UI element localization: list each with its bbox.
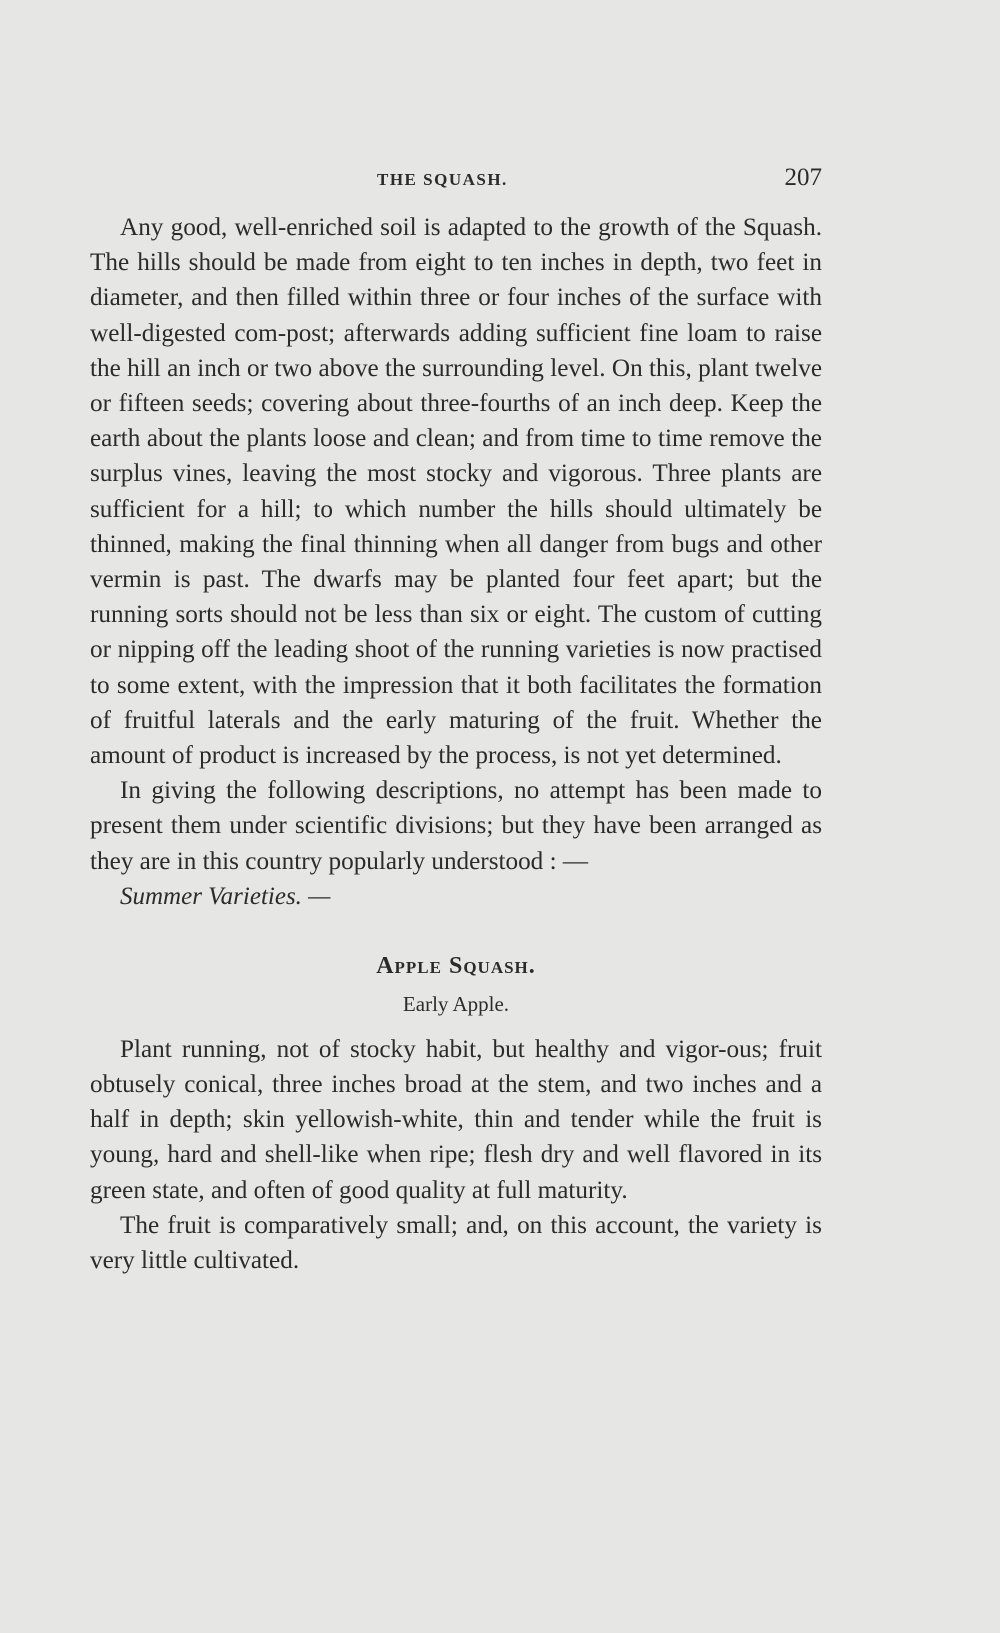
page-number: 207 xyxy=(784,164,822,191)
section-label-summer-varieties: Summer Varieties. — xyxy=(120,882,331,910)
running-head xyxy=(90,150,822,210)
paragraph-apple-squash-description: Plant running, not of stocky habit, but healthy and vigor-ous; fruit obtusely conical, three inches broad at the stem, and two inches and a half in depth; skin yellowish-white, thin and tender while the fruit is young, hard and shell-like when ripe; flesh dry and well flavored in its green state, and often of good quality at full maturity. xyxy=(90,1035,822,1204)
paragraph-apple-squash-note: The fruit is comparatively small; and, on this account, the variety is very little cultivated. xyxy=(90,1211,822,1275)
variety-synonym: Early Apple. xyxy=(402,991,510,1016)
paragraph-descriptions-intro: In giving the following descriptions, no attempt has been made to present them under scientific divisions; but they have been arranged as they are in this country popularly understood : — xyxy=(90,777,822,875)
running-title: THE SQUASH. xyxy=(377,170,508,189)
book-page xyxy=(90,150,822,1278)
variety-heading: Apple Squash. xyxy=(376,952,536,979)
paragraph-soil-preparation: Any good, well-enriched soil is adapted to the growth of the Squash. The hills should be made from eight to ten inches in depth, two feet in diameter, and then filled within three or four inches of the surface with well-digested com-post; afterwards adding sufficient fine loam to raise the hill an inch or two above the surrounding level. On this, plant twelve or fifteen seeds; covering about three-fourths of an inch deep. Keep the earth about the plants loose and clean; and from time to time remove the surplus vines, leaving the most stocky and vigorous. Three plants are sufficient for a hill; to which number the hills should ultimately be thinned, making the final thinning when all danger from bugs and other vermin is past. The dwarfs may be planted four feet apart; but the running sorts should not be less than six or eight. The custom of cutting or nipping off the leading shoot of the running varieties is now practised to some extent, with the impression that it both facilitates the formation of fruitful laterals and the early maturing of the fruit. Whether the amount of product is increased by the process, is not yet determined. xyxy=(90,214,822,770)
